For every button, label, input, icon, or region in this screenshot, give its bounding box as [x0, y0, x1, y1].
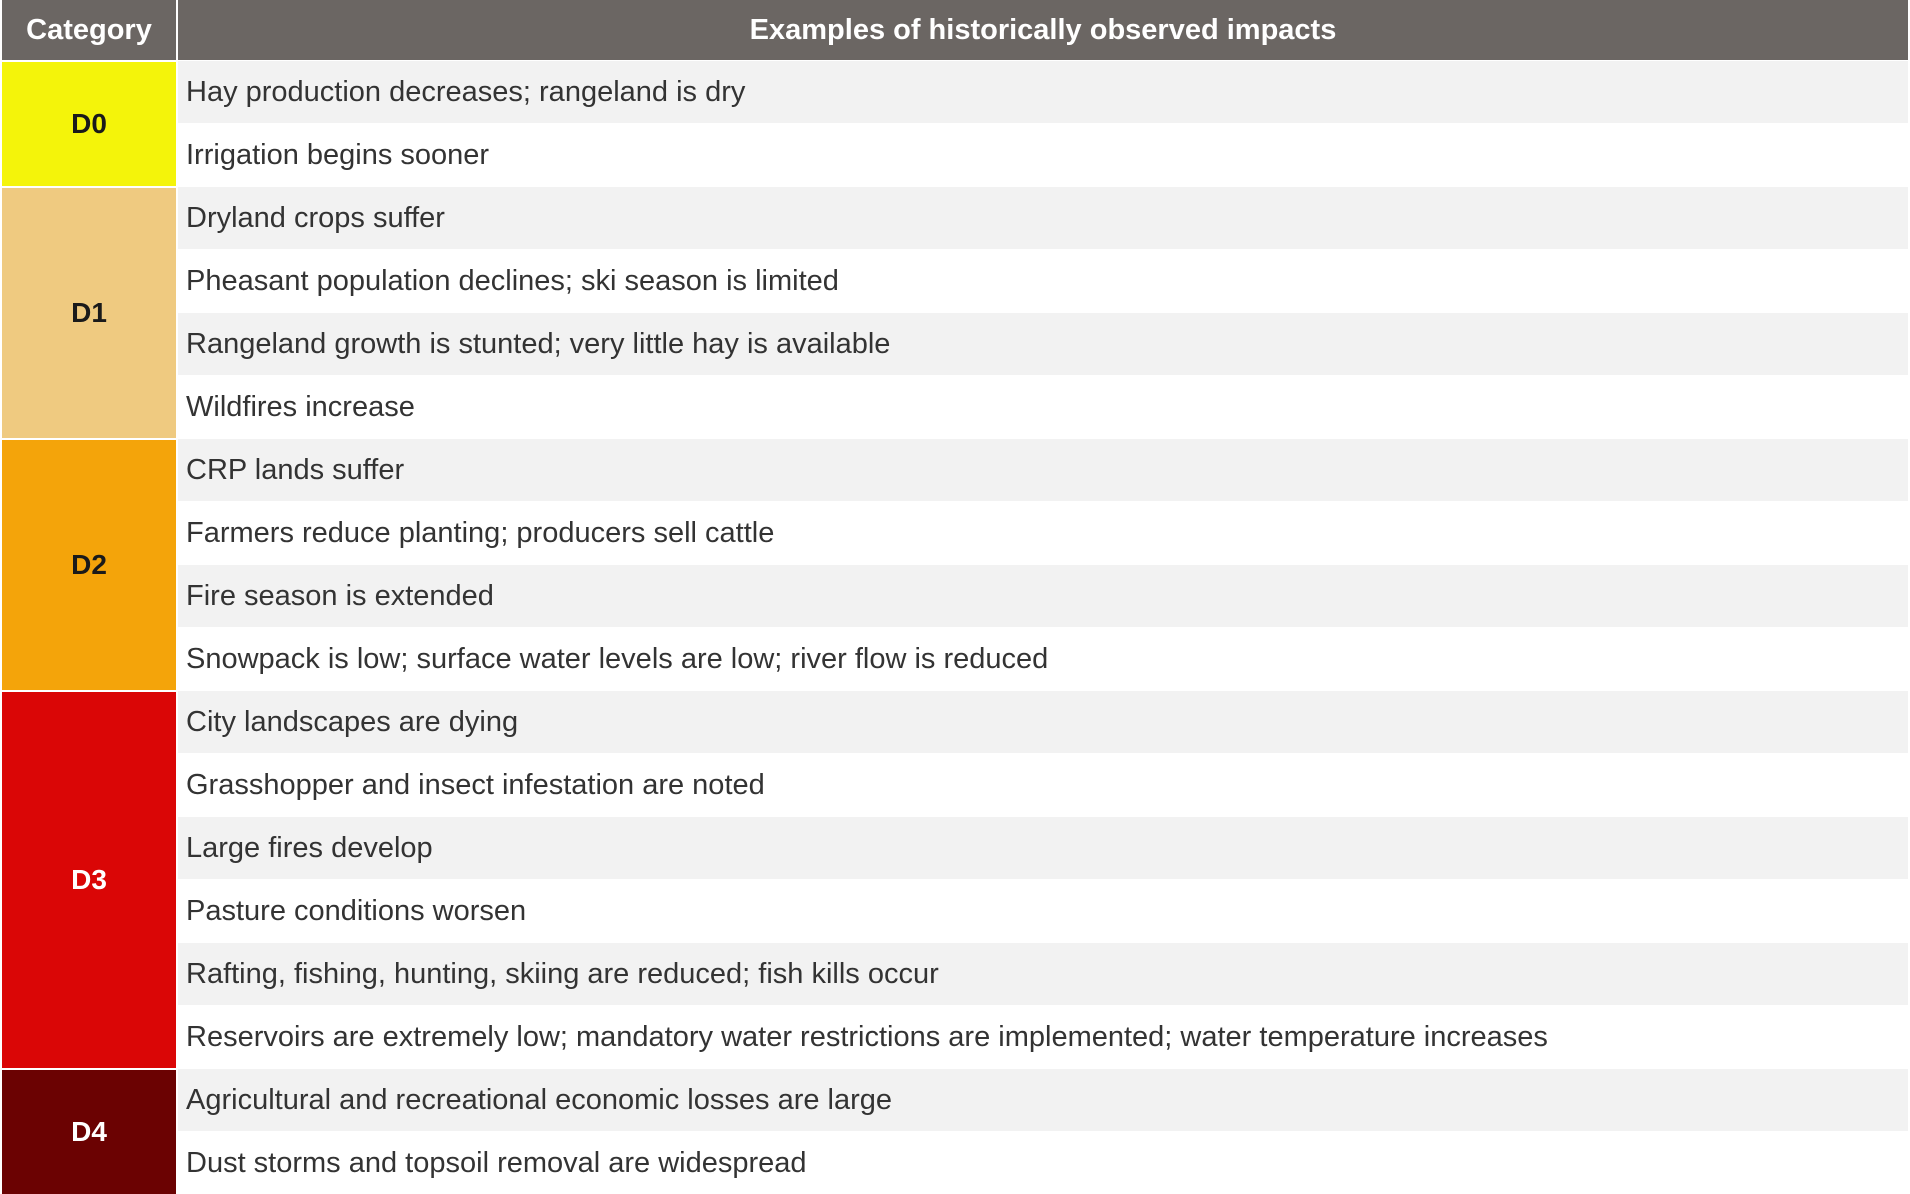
impact-cell: City landscapes are dying	[178, 690, 1908, 753]
impact-cell: CRP lands suffer	[178, 438, 1908, 501]
table-row	[2, 816, 1908, 879]
table-row	[2, 501, 1908, 564]
impact-cell: Rangeland growth is stunted; very little hay is available	[178, 312, 1908, 375]
table-row	[2, 1131, 1908, 1194]
impact-cell: Dryland crops suffer	[178, 186, 1908, 249]
impact-cell: Dust storms and topsoil removal are widespread	[178, 1131, 1908, 1194]
table-row	[2, 690, 1908, 753]
table-row	[2, 1005, 1908, 1068]
table-row	[2, 879, 1908, 942]
impact-cell: Grasshopper and insect infestation are noted	[178, 753, 1908, 816]
impact-cell: Agricultural and recreational economic losses are large	[178, 1068, 1908, 1131]
impact-cell: Fire season is extended	[178, 564, 1908, 627]
table-body	[2, 60, 1908, 1194]
impact-cell: Rafting, fishing, hunting, skiing are reduced; fish kills occur	[178, 942, 1908, 1005]
table-row	[2, 1068, 1908, 1131]
impact-cell: Pasture conditions worsen	[178, 879, 1908, 942]
impact-cell: Wildfires increase	[178, 375, 1908, 438]
table-row	[2, 123, 1908, 186]
table-row	[2, 753, 1908, 816]
table-row	[2, 186, 1908, 249]
table-row	[2, 312, 1908, 375]
table-row	[2, 60, 1908, 123]
category-cell-d0: D0	[2, 60, 178, 186]
impact-cell: Reservoirs are extremely low; mandatory water restrictions are implemented; water temperature increases	[178, 1005, 1908, 1068]
impact-cell: Snowpack is low; surface water levels are low; river flow is reduced	[178, 627, 1908, 690]
header-row	[2, 0, 1908, 60]
category-cell-d1: D1	[2, 186, 178, 438]
impact-cell: Large fires develop	[178, 816, 1908, 879]
table-row	[2, 438, 1908, 501]
table-row	[2, 942, 1908, 1005]
impact-cell: Hay production decreases; rangeland is dry	[178, 60, 1908, 123]
category-cell-d3: D3	[2, 690, 178, 1068]
impact-cell: Pheasant population declines; ski season is limited	[178, 249, 1908, 312]
table-row	[2, 249, 1908, 312]
table-row	[2, 375, 1908, 438]
category-column-header: Category	[2, 0, 178, 60]
category-cell-d2: D2	[2, 438, 178, 690]
table-row	[2, 564, 1908, 627]
impacts-column-header: Examples of historically observed impacts	[178, 0, 1908, 60]
impact-cell: Irrigation begins sooner	[178, 123, 1908, 186]
drought-impacts-table	[2, 0, 1908, 1194]
table-row	[2, 627, 1908, 690]
category-cell-d4: D4	[2, 1068, 178, 1194]
impact-cell: Farmers reduce planting; producers sell cattle	[178, 501, 1908, 564]
